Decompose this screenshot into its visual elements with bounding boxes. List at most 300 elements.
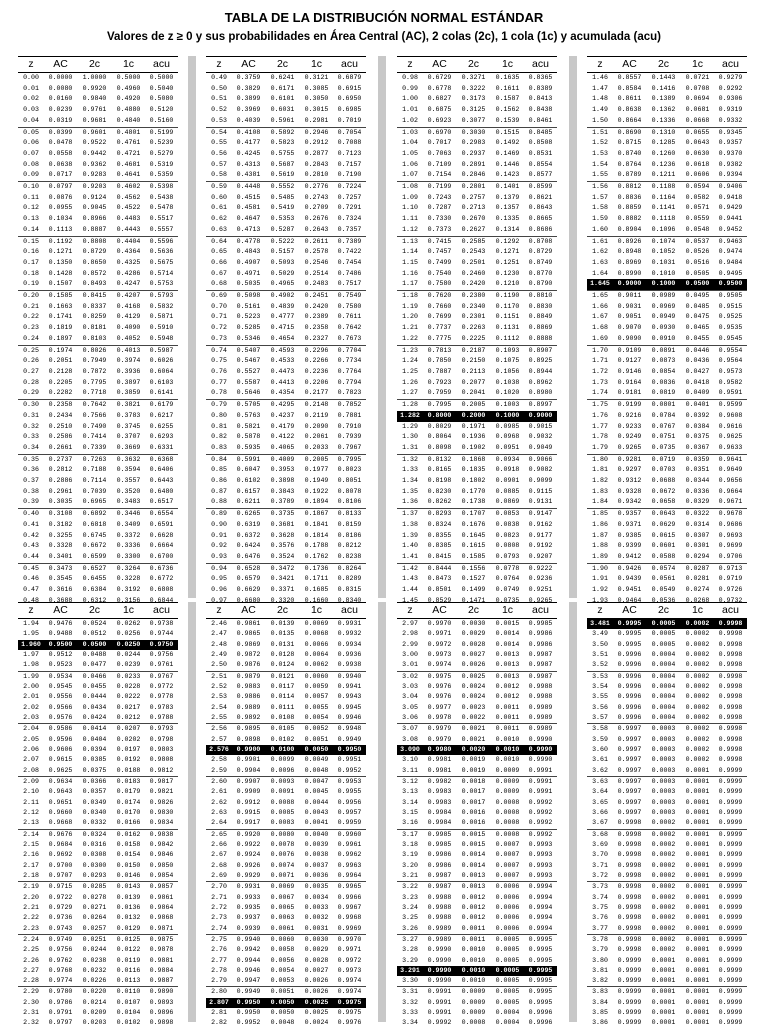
table-cell: 0.0028 bbox=[461, 640, 486, 648]
table-cell: 0.76 bbox=[211, 367, 227, 375]
table-cell: 0.0010 bbox=[461, 977, 486, 985]
table-cell: 0.8165 bbox=[427, 466, 452, 474]
table-cell: 0.9999 bbox=[718, 946, 743, 954]
table-cell: 0.9131 bbox=[528, 498, 553, 506]
table-cell: 0.1210 bbox=[495, 280, 520, 288]
table-cell: 0.5517 bbox=[149, 215, 174, 223]
table-cell: 0.3222 bbox=[461, 84, 486, 92]
table-cell: 0.9890 bbox=[149, 988, 174, 996]
table-cell: 0.0001 bbox=[685, 808, 710, 816]
table-cell: 0.0005 bbox=[495, 946, 520, 954]
table-cell: 0.0013 bbox=[495, 650, 520, 658]
table-row bbox=[18, 850, 178, 860]
table-cell: 0.9889 bbox=[236, 703, 261, 711]
table-cell: 0.7949 bbox=[82, 357, 107, 365]
table-cell: 0.9861 bbox=[149, 893, 174, 901]
table-cell: 0.9947 bbox=[236, 977, 261, 985]
table-cell: 0.9896 bbox=[149, 1009, 174, 1017]
table-cell: 0.0076 bbox=[270, 851, 295, 859]
table-cell: 2.48 bbox=[211, 640, 227, 648]
table-cell: 0.0202 bbox=[116, 735, 141, 743]
table-cell: 0.1056 bbox=[495, 367, 520, 375]
table-cell: 0.0681 bbox=[685, 106, 710, 114]
table-cell: 0.9995 bbox=[617, 620, 642, 627]
table-cell: 0.2327 bbox=[304, 334, 329, 342]
table-cell: 0.12 bbox=[23, 204, 39, 212]
header-cell: 2c bbox=[88, 604, 101, 616]
table-cell: 0.0008 bbox=[495, 819, 520, 827]
table-cell: 1.14 bbox=[402, 248, 418, 256]
table-cell: 0.0192 bbox=[116, 756, 141, 764]
table-cell: 0.0078 bbox=[270, 840, 295, 848]
table-cell: 0.1685 bbox=[304, 586, 329, 594]
table-cell: 0.0876 bbox=[48, 193, 73, 201]
table-cell: 0.0340 bbox=[82, 808, 107, 816]
table-cell: 1.93 bbox=[592, 596, 608, 604]
table-cell: 0.0011 bbox=[461, 935, 486, 943]
table-cell: 0.0009 bbox=[495, 777, 520, 785]
table-cell: 0.9850 bbox=[149, 861, 174, 869]
table-cell: 0.9990 bbox=[427, 946, 452, 954]
table-cell: 0.9199 bbox=[617, 401, 642, 409]
table-cell: 0.6808 bbox=[149, 586, 174, 594]
table-cell: 2.26 bbox=[23, 956, 39, 964]
table-cell: 0.8389 bbox=[528, 84, 553, 92]
table-cell: 0.9668 bbox=[48, 819, 73, 827]
table-cell: 0.8926 bbox=[617, 237, 642, 245]
table-cell: 0.1038 bbox=[495, 378, 520, 386]
table-cell: 0.0694 bbox=[685, 95, 710, 103]
table-row bbox=[206, 487, 366, 498]
table-cell: 0.0367 bbox=[685, 443, 710, 451]
table-cell: 3.32 bbox=[402, 998, 418, 1006]
table-cell: 0.9991 bbox=[528, 777, 553, 785]
table-cell: 0.9192 bbox=[528, 542, 553, 550]
table-cell: 3.12 bbox=[402, 777, 418, 785]
table-cell: 0.0047 bbox=[304, 777, 329, 785]
table-cell: 0.1894 bbox=[304, 498, 329, 506]
table-cell: 0.0285 bbox=[82, 883, 107, 891]
table-cell: 0.1539 bbox=[495, 116, 520, 124]
table-cell: 0.83 bbox=[211, 443, 227, 451]
table-cell: 0.3843 bbox=[270, 487, 295, 495]
table-cell: 0.7794 bbox=[337, 378, 362, 386]
table-cell: 0.9955 bbox=[337, 788, 362, 796]
table-cell: 0.9998 bbox=[718, 682, 743, 690]
table-cell: 0.2148 bbox=[304, 401, 329, 409]
table-row bbox=[18, 619, 178, 629]
table-cell: 0.0006 bbox=[495, 914, 520, 922]
table-cell: 2.59 bbox=[211, 766, 227, 774]
table-cell: 0.24 bbox=[23, 334, 39, 342]
table-cell: 0.9817 bbox=[149, 777, 174, 785]
table-cell: 0.64 bbox=[211, 237, 227, 245]
table-cell: 0.7154 bbox=[427, 171, 452, 179]
table-cell: 0.8997 bbox=[528, 401, 553, 409]
table-row bbox=[18, 225, 178, 236]
table-cell: 0.0041 bbox=[304, 819, 329, 827]
table-cell: 0.37 bbox=[23, 477, 39, 485]
table-cell: 0.43 bbox=[23, 542, 39, 550]
table-cell: 0.9975 bbox=[337, 1009, 362, 1017]
table-cell: 0.0099 bbox=[270, 756, 295, 764]
table-cell: 0.0050 bbox=[270, 1009, 295, 1017]
table-cell: 0.1230 bbox=[495, 269, 520, 277]
table-cell: 0.4880 bbox=[116, 106, 141, 114]
table-cell: 0.0069 bbox=[270, 883, 295, 891]
table-cell: 0.2501 bbox=[461, 258, 486, 266]
table-cell: 0.0220 bbox=[82, 988, 107, 996]
table-row bbox=[397, 787, 557, 797]
table-cell: 0.0011 bbox=[495, 703, 520, 711]
z-table bbox=[206, 56, 366, 606]
table-cell: 0.1788 bbox=[304, 542, 329, 550]
table-row bbox=[397, 302, 557, 313]
table-cell: 0.4562 bbox=[116, 193, 141, 201]
table-cell: 0.9993 bbox=[528, 871, 553, 879]
table-cell: 0.0003 bbox=[651, 756, 676, 764]
table-cell: 0.0005 bbox=[651, 620, 676, 627]
table-row bbox=[18, 105, 178, 116]
table-cell: 0.1711 bbox=[304, 575, 329, 583]
table-cell: 0.0002 bbox=[651, 840, 676, 848]
table-row bbox=[18, 367, 178, 378]
table-cell: 0.8029 bbox=[427, 422, 452, 430]
table-row bbox=[206, 735, 366, 745]
table-cell: 0.5239 bbox=[149, 139, 174, 147]
table-cell: 0.7699 bbox=[427, 313, 452, 321]
table-row bbox=[18, 998, 178, 1008]
table-cell: 0.4090 bbox=[116, 324, 141, 332]
table-cell: 0.0594 bbox=[685, 183, 710, 191]
table-cell: 0.15 bbox=[23, 237, 39, 245]
table-cell: 0.9975 bbox=[337, 998, 362, 1006]
table-cell: 0.9476 bbox=[48, 620, 73, 627]
table-row bbox=[18, 279, 178, 290]
table-cell: 2.63 bbox=[211, 808, 227, 816]
table-cell: 0.3328 bbox=[48, 542, 73, 550]
table-cell: 0.6406 bbox=[149, 466, 174, 474]
table-cell: 0.91 bbox=[211, 531, 227, 539]
table-cell: 1.10 bbox=[402, 204, 418, 212]
table-cell: 0.9999 bbox=[718, 998, 743, 1006]
table-cell: 0.9893 bbox=[149, 998, 174, 1006]
table-cell: 0.9970 bbox=[427, 620, 452, 627]
table-cell: 0.7852 bbox=[337, 401, 362, 409]
table-cell: 0.0308 bbox=[82, 851, 107, 859]
table-cell: 0.0217 bbox=[116, 703, 141, 711]
table-cell: 0.0764 bbox=[495, 575, 520, 583]
table-cell: 0.9952 bbox=[337, 766, 362, 774]
table-cell: 0.9898 bbox=[236, 735, 261, 743]
table-cell: 0.0014 bbox=[461, 861, 486, 869]
table-cell: 0.0014 bbox=[495, 640, 520, 648]
table-cell: 0.0002 bbox=[685, 713, 710, 721]
table-cell: 0.9031 bbox=[617, 302, 642, 310]
table-cell: 1.47 bbox=[592, 84, 608, 92]
table-cell: 0.9996 bbox=[528, 1009, 553, 1017]
table-cell: 0.0319 bbox=[48, 116, 73, 124]
table-cell: 0.9371 bbox=[617, 520, 642, 528]
table-cell: 0.6985 bbox=[337, 106, 362, 114]
table-cell: 1.12 bbox=[402, 225, 418, 233]
table-cell: 0.0606 bbox=[685, 171, 710, 179]
table-cell: 1.84 bbox=[592, 498, 608, 506]
table-cell: 0.0017 bbox=[461, 798, 486, 806]
table-cell: 0.9985 bbox=[427, 840, 452, 848]
table-row bbox=[587, 214, 747, 225]
table-cell: 1.71 bbox=[592, 357, 608, 365]
table-cell: 0.9952 bbox=[236, 1019, 261, 1027]
table-cell: 0.1164 bbox=[651, 193, 676, 201]
table-cell: 0.0548 bbox=[685, 225, 710, 233]
table-cell: 0.1902 bbox=[461, 443, 486, 451]
table-cell: 0.2670 bbox=[461, 215, 486, 223]
table-cell: 0.9999 bbox=[718, 956, 743, 964]
table-cell: 0.0212 bbox=[116, 713, 141, 721]
table-cell: 0.9989 bbox=[528, 703, 553, 711]
table-cell: 0.9692 bbox=[48, 851, 73, 859]
table-cell: 0.0021 bbox=[461, 725, 486, 733]
table-cell: 0.0067 bbox=[270, 893, 295, 901]
table-row bbox=[206, 692, 366, 702]
table-row bbox=[206, 787, 366, 797]
table-cell: 0.8812 bbox=[617, 183, 642, 191]
table-cell: 0.9798 bbox=[149, 735, 174, 743]
table-cell: 0.5587 bbox=[236, 378, 261, 386]
table-cell: 0.9875 bbox=[149, 935, 174, 943]
table-cell: 0.0930 bbox=[651, 324, 676, 332]
table-row bbox=[397, 247, 557, 258]
table-cell: 0.0064 bbox=[304, 650, 329, 658]
table-row bbox=[206, 116, 366, 127]
table-cell: 0.1211 bbox=[651, 171, 676, 179]
table-cell: 0.6476 bbox=[236, 552, 261, 560]
table-row bbox=[397, 258, 557, 269]
table-row bbox=[397, 290, 557, 302]
table-cell: 0.9912 bbox=[236, 798, 261, 806]
table-cell: 0.9942 bbox=[236, 946, 261, 954]
table-cell: 0.67 bbox=[211, 269, 227, 277]
table-cell: 0.0050 bbox=[304, 745, 329, 753]
table-cell: 0.0043 bbox=[304, 808, 329, 816]
table-cell: 0.0001 bbox=[651, 956, 676, 964]
table-cell: 1.61 bbox=[592, 237, 608, 245]
table-cell: 0.38 bbox=[23, 487, 39, 495]
table-cell: 0.1285 bbox=[651, 139, 676, 147]
table-cell: 0.1151 bbox=[495, 313, 520, 321]
table-cell: 0.0136 bbox=[116, 903, 141, 911]
table-cell: 0.0038 bbox=[304, 851, 329, 859]
table-cell: 0.0819 bbox=[651, 389, 676, 397]
table-cell: 2.25 bbox=[23, 946, 39, 954]
table-cell: 0.9994 bbox=[528, 914, 553, 922]
table-cell: 0.9370 bbox=[718, 149, 743, 157]
table-cell: 1.06 bbox=[402, 160, 418, 168]
table-cell: 0.9997 bbox=[617, 788, 642, 796]
table-cell: 3.090 bbox=[400, 745, 420, 753]
table-cell: 0.40 bbox=[23, 510, 39, 518]
table-cell: 0.0016 bbox=[461, 808, 486, 816]
table-cell: 0.0052 bbox=[304, 725, 329, 733]
table-cell: 0.1814 bbox=[304, 531, 329, 539]
table-cell: 0.0001 bbox=[685, 777, 710, 785]
table-cell: 0.5223 bbox=[236, 313, 261, 321]
table-row bbox=[587, 356, 747, 367]
table-row bbox=[397, 236, 557, 248]
table-cell: 0.9917 bbox=[236, 819, 261, 827]
table-cell: 0.4179 bbox=[270, 422, 295, 430]
table-cell: 0.0300 bbox=[82, 861, 107, 869]
header-cell: AC bbox=[53, 58, 68, 70]
table-cell: 0.7887 bbox=[427, 367, 452, 375]
table-cell: 0.0001 bbox=[651, 1019, 676, 1027]
table-row bbox=[18, 766, 178, 776]
table-cell: 3.56 bbox=[592, 703, 608, 711]
table-cell: 0.0026 bbox=[461, 661, 486, 669]
table-cell: 0.2206 bbox=[304, 378, 329, 386]
table-cell: 0.0022 bbox=[461, 713, 486, 721]
table-cell: 2.60 bbox=[211, 777, 227, 785]
header-cell: AC bbox=[53, 604, 68, 616]
table-cell: 2.18 bbox=[23, 871, 39, 879]
table-cell: 0.2000 bbox=[461, 411, 486, 419]
table-cell: 0.7566 bbox=[82, 411, 107, 419]
table-cell: 0.0100 bbox=[270, 745, 295, 753]
header-cell: z bbox=[597, 58, 603, 70]
table-cell: 0.0951 bbox=[495, 443, 520, 451]
table-cell: 0.87 bbox=[211, 487, 227, 495]
table-cell: 0.4715 bbox=[270, 324, 295, 332]
table-cell: 0.6443 bbox=[149, 477, 174, 485]
table-cell: 0.9976 bbox=[427, 693, 452, 701]
table-cell: 0.4761 bbox=[116, 139, 141, 147]
table-cell: 0.0006 bbox=[495, 903, 520, 911]
table-cell: 0.9821 bbox=[149, 788, 174, 796]
table-cell: 0.6923 bbox=[427, 116, 452, 124]
table-cell: 0.69 bbox=[211, 292, 227, 300]
table-row bbox=[397, 574, 557, 585]
table-cell: 0.9998 bbox=[718, 713, 743, 721]
table-row bbox=[206, 399, 366, 411]
table-row bbox=[587, 508, 747, 520]
table-cell: 2.14 bbox=[23, 830, 39, 838]
table-cell: 0.0618 bbox=[685, 160, 710, 168]
table-cell: 0.8159 bbox=[337, 520, 362, 528]
table-cell: 0.9998 bbox=[718, 735, 743, 743]
table-cell: 0.0005 bbox=[495, 966, 520, 974]
table-cell: 0.9907 bbox=[236, 777, 261, 785]
table-row bbox=[587, 703, 747, 713]
table-row bbox=[397, 181, 557, 193]
table-cell: 1.59 bbox=[592, 215, 608, 223]
table-cell: 0.9523 bbox=[48, 661, 73, 669]
table-row bbox=[18, 903, 178, 913]
table-cell: 0.1188 bbox=[651, 183, 676, 191]
table-cell: 1.55 bbox=[592, 171, 608, 179]
table-cell: 0.6672 bbox=[82, 542, 107, 550]
table-cell: 0.9998 bbox=[718, 672, 743, 680]
table-cell: 0.9938 bbox=[337, 661, 362, 669]
table-cell: 0.9505 bbox=[718, 292, 743, 300]
table-cell: 0.0069 bbox=[304, 620, 329, 627]
table-cell: 0.9756 bbox=[48, 946, 73, 954]
table-cell: 0.1515 bbox=[495, 128, 520, 136]
table-cell: 0.2340 bbox=[461, 302, 486, 310]
table-cell: 3.51 bbox=[592, 650, 608, 658]
table-cell: 0.9699 bbox=[718, 542, 743, 550]
table-cell: 0.3745 bbox=[116, 422, 141, 430]
table-cell: 0.53 bbox=[211, 116, 227, 124]
table-row bbox=[18, 269, 178, 280]
table-cell: 0.85 bbox=[211, 466, 227, 474]
table-row bbox=[18, 787, 178, 797]
table-cell: 0.3085 bbox=[304, 84, 329, 92]
table-cell: 0.9983 bbox=[427, 788, 452, 796]
table-cell: 0.3228 bbox=[116, 575, 141, 583]
table-row bbox=[206, 290, 366, 302]
table-row bbox=[397, 956, 557, 966]
table-cell: 0.2483 bbox=[304, 280, 329, 288]
table-cell: 1.65 bbox=[592, 292, 608, 300]
table-cell: 0.3409 bbox=[116, 520, 141, 528]
table-cell: 0.0007 bbox=[495, 871, 520, 879]
table-cell: 3.23 bbox=[402, 893, 418, 901]
table-cell: 0.9812 bbox=[149, 766, 174, 774]
table-cell: 0.0010 bbox=[495, 745, 520, 753]
table-cell: 0.9996 bbox=[617, 661, 642, 669]
table-cell: 0.6157 bbox=[236, 487, 261, 495]
table-cell: 0.3953 bbox=[270, 466, 295, 474]
table-cell: 0.0655 bbox=[685, 128, 710, 136]
z-table bbox=[587, 602, 747, 1029]
table-cell: 0.0002 bbox=[651, 903, 676, 911]
table-cell: 0.0049 bbox=[304, 756, 329, 764]
table-cell: 1.80 bbox=[592, 455, 608, 463]
table-row bbox=[587, 871, 747, 881]
table-cell: 0.0119 bbox=[116, 956, 141, 964]
table-cell: 0.9534 bbox=[48, 672, 73, 680]
table-row bbox=[18, 1008, 178, 1018]
table-cell: 0.9995 bbox=[617, 640, 642, 648]
table-row bbox=[206, 934, 366, 945]
table-cell: 0.9976 bbox=[337, 1019, 362, 1027]
table-cell: 1.40 bbox=[402, 542, 418, 550]
table-cell: 0.2389 bbox=[304, 313, 329, 321]
table-cell: 0.9601 bbox=[82, 128, 107, 136]
table-cell: 0.2420 bbox=[304, 302, 329, 310]
table-cell: 3.54 bbox=[592, 682, 608, 690]
table-cell: 0.9973 bbox=[427, 650, 452, 658]
table-cell: 0.0262 bbox=[116, 620, 141, 627]
table-cell: 0.0001 bbox=[685, 977, 710, 985]
table-cell: 0.0051 bbox=[270, 988, 295, 996]
table-cell: 1.34 bbox=[402, 477, 418, 485]
table-cell: 0.5763 bbox=[236, 411, 261, 419]
table-cell: 0.0000 bbox=[48, 74, 73, 81]
table-cell: 1.25 bbox=[402, 367, 418, 375]
table-cell: 0.00 bbox=[23, 74, 39, 81]
table-cell: 0.4713 bbox=[236, 225, 261, 233]
table-cell: 0.3125 bbox=[461, 106, 486, 114]
table-cell: 0.0643 bbox=[651, 510, 676, 518]
table-cell: 0.0934 bbox=[495, 455, 520, 463]
header-cell: z bbox=[216, 58, 222, 70]
table-cell: 2.16 bbox=[23, 851, 39, 859]
header-cell: acu bbox=[153, 58, 170, 70]
table-cell: 0.2611 bbox=[304, 237, 329, 245]
table-cell: 0.9279 bbox=[718, 74, 743, 81]
